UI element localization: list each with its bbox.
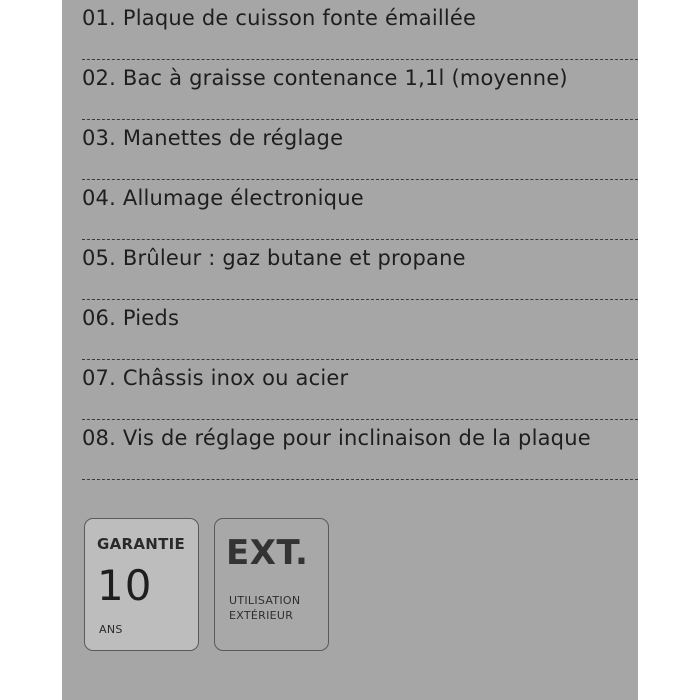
outdoor-subtitle-line2: EXTÉRIEUR	[229, 609, 294, 622]
feature-item	[82, 120, 638, 180]
feature-item	[82, 180, 638, 240]
feature-item	[82, 0, 638, 60]
feature-item	[82, 420, 638, 480]
feature-text: 06. Pieds	[82, 306, 180, 330]
product-sheet	[62, 0, 638, 700]
feature-list	[82, 0, 638, 480]
feature-text: 08. Vis de réglage pour inclinaison de la plaque	[82, 426, 591, 450]
feature-text: 01. Plaque de cuisson fonte émaillée	[82, 6, 477, 30]
outdoor-title: EXT.	[226, 533, 309, 573]
feature-text: 04. Allumage électronique	[82, 186, 364, 210]
feature-item	[82, 60, 638, 120]
warranty-unit: ANS	[99, 623, 123, 636]
feature-item	[82, 360, 638, 420]
outdoor-use-badge	[214, 518, 329, 651]
warranty-badge	[84, 518, 199, 651]
feature-text: 07. Châssis inox ou acier	[82, 366, 349, 390]
feature-text: 02. Bac à graisse contenance 1,1l (moyenne)	[82, 66, 568, 90]
feature-text: 05. Brûleur : gaz butane et propane	[82, 246, 466, 270]
feature-text: 03. Manettes de réglage	[82, 126, 344, 150]
warranty-title: GARANTIE	[97, 535, 186, 553]
warranty-years: 10	[97, 561, 153, 610]
outdoor-subtitle	[229, 593, 300, 623]
feature-item	[82, 300, 638, 360]
outdoor-subtitle-line1: UTILISATION	[229, 594, 301, 607]
feature-item	[82, 240, 638, 300]
